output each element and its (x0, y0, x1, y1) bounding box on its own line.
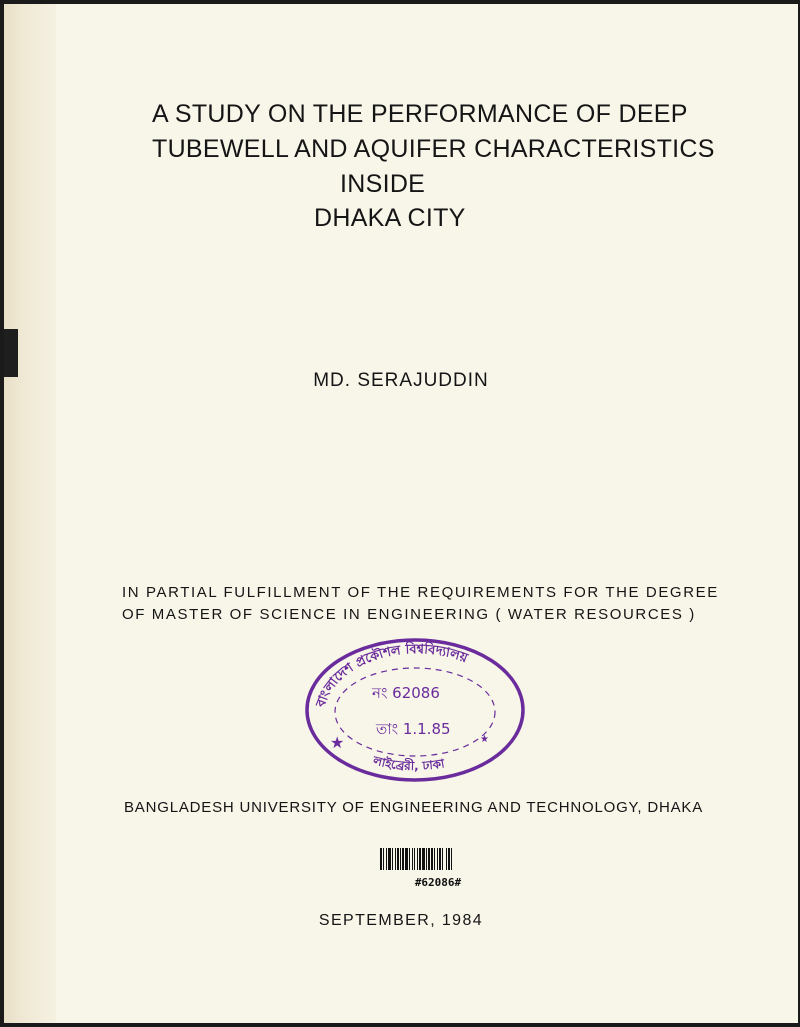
binding-edge (4, 4, 56, 1023)
barcode-bar (417, 848, 418, 870)
barcode-bar (380, 848, 382, 870)
barcode-bar (400, 848, 401, 870)
barcode-bar (383, 848, 384, 870)
requirement-line-1: IN PARTIAL FULFILLMENT OF THE REQUIREMENTS FOR THE DEGREE (122, 584, 719, 601)
document-page (4, 4, 798, 1023)
stamp-top-text: বাংলাদেশ প্রকৌশল বিশ্ববিদ্যালয় (313, 642, 470, 710)
barcode-bar (402, 848, 404, 870)
author-name: MD. SERAJUDDIN (313, 370, 489, 391)
barcode-bar (434, 848, 435, 870)
barcode-bar (412, 848, 413, 870)
barcode-bar (437, 848, 438, 870)
barcode-bar (451, 848, 452, 870)
barcode-bar (419, 848, 421, 870)
submission-date: SEPTEMBER, 1984 (318, 912, 484, 929)
barcode-bar (392, 848, 393, 870)
barcode-bar (414, 848, 415, 870)
barcode-bar (431, 848, 433, 870)
stamp-bottom-text: লাইব্রেরী, ঢাকা (371, 753, 446, 774)
barcode-bar (405, 848, 408, 870)
barcode-bar (426, 848, 427, 870)
title-line-2: TUBEWELL AND AQUIFER CHARACTERISTICS (152, 135, 715, 163)
title-line-4: DHAKA CITY (314, 204, 466, 232)
barcode (378, 848, 498, 889)
barcode-bar (446, 848, 447, 870)
star-icon: ★ (330, 733, 345, 752)
stamp-number: নং 62086 (372, 684, 440, 702)
barcode-label: #62086# (414, 876, 462, 889)
barcode-bar (428, 848, 430, 870)
title-line-1: A STUDY ON THE PERFORMANCE OF DEEP (152, 100, 688, 128)
barcode-bar (422, 848, 425, 870)
title-line-3: INSIDE (340, 170, 426, 198)
star-icon: ★ (480, 734, 489, 745)
barcode-bar (386, 848, 387, 870)
barcode-bar (397, 848, 399, 870)
barcode-bar (442, 848, 443, 870)
barcode-bars (378, 848, 498, 870)
stamp-date: তাং 1.1.85 (376, 720, 451, 738)
barcode-bar (409, 848, 410, 870)
university-name: BANGLADESH UNIVERSITY OF ENGINEERING AND TECHNOLOGY, DHAKA (124, 799, 704, 816)
barcode-bar (439, 848, 441, 870)
barcode-bar (395, 848, 396, 870)
barcode-bar (448, 848, 450, 870)
library-stamp (302, 636, 528, 786)
requirement-line-2: OF MASTER OF SCIENCE IN ENGINEERING ( WATER RESOURCES ) (122, 606, 696, 623)
barcode-bar (388, 848, 391, 870)
